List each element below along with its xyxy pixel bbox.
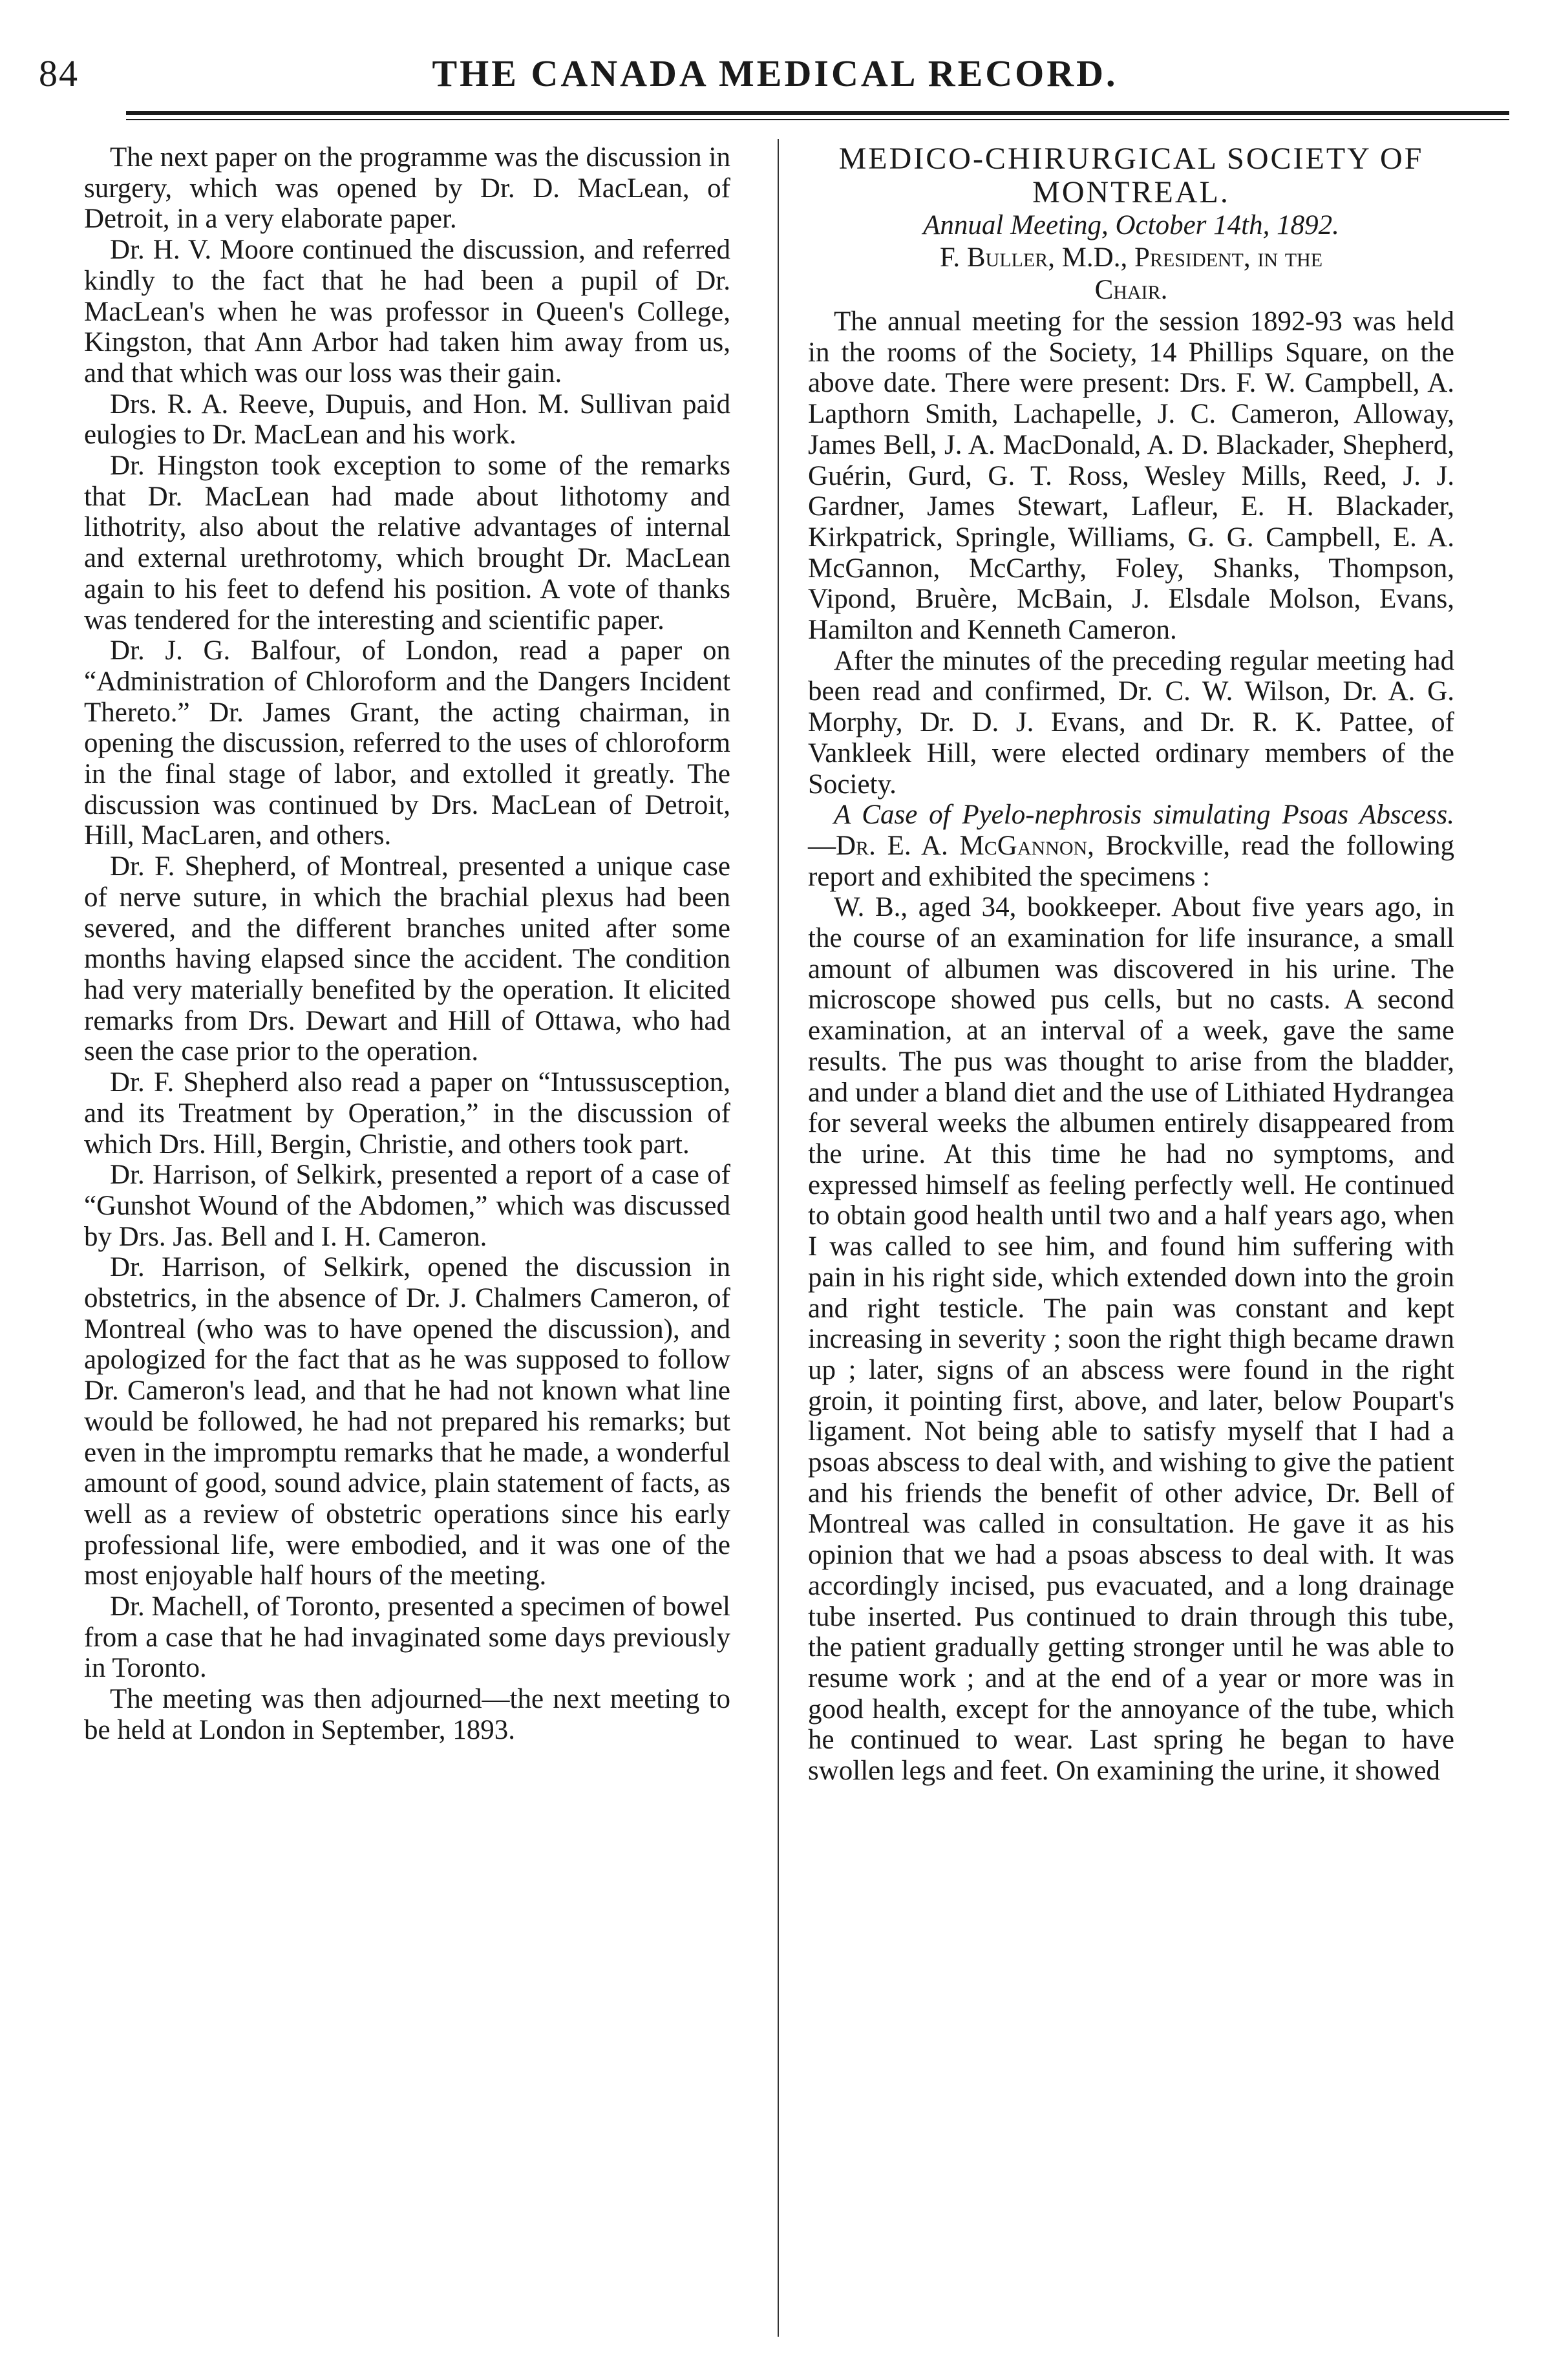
header-rule: [126, 111, 1509, 115]
paragraph: Drs. R. A. Reeve, Dupuis, and Hon. M. Sullivan paid eulogies to Dr. MacLean and his work.: [84, 388, 730, 451]
header-rule-thin: [126, 119, 1509, 120]
intro-paragraph: The annual meeting for the session 1892-93 was held in the rooms of the Society, 14 Phillips Square, on the above date. There were present: Drs. F. W. Campbell, A. Lapthorn Smith, Lachapelle, J. C. Cameron, Alloway, James Bell, J. A. MacDonald, A. D. Blackader, Shepherd, Guérin, Gurd, G. T. Ross, Wesley Mills, Reed, J. J. Gardner, James Stewart, Lafleur, E. H. Blackader, Kirkpatrick, Springle, Williams, G. G. Campbell, E. A. McGannon, McCarthy, Foley, Shanks, Thompson, Vipond, Bruère, McBain, J. Elsdale Molson, Evans, Hamilton and Kenneth Cameron.: [808, 306, 1454, 646]
paragraph: Dr. Machell, of Toronto, presented a specimen of bowel from a case that he had invaginated some days previously in Toronto.: [84, 1591, 730, 1684]
column-divider: [778, 139, 779, 2337]
minutes-paragraph: After the minutes of the preceding regular meeting had been read and confirmed, Dr. C. W. Wilson, Dr. A. G. Morphy, Dr. D. J. Evans, and Dr. R. K. Pattee, of Vankleek Hill, were elected ordinary members of the Society.: [808, 645, 1454, 800]
society-title-city: MONTREAL.: [1032, 175, 1230, 209]
case-report: W. B., aged 34, bookkeeper. About five years ago, in the course of an examination for life insurance, a small amount of albumen was discovered in his urine. The microscope showed pus cells, but no casts. A second examination, at an interval of a week, gave the same results. The pus was thought to arise from the bladder, and under a bland diet and the use of Lithiated Hydrangea for several weeks the albumen entirely disappeared from the urine. At this time he had no symptoms, and expressed himself as feeling perfectly well. He continued to obtain good health until two and a half years ago, when I was called to see him, and found him suffering with pain in his right side, which extended down into the groin and right testicle. The pain was constant and kept increasing in severity ; soon the right thigh became drawn up ; later, signs of an abscess were found in the right groin, it pointing first, above, and later, below Poupart's ligament. Not being able to satisfy myself that I had a psoas abscess to deal with, and wishing to give the patient and his friends the benefit of other advice, Dr. Bell of Montreal was called in consultation. He gave it as his opinion that we had a psoas abscess to deal with. It was accordingly incised, pus evacuated, and a long drainage tube inserted. Pus continued to drain through this tube, the patient gradually getting stronger until he was able to resume work ; and at the end of a year or more was in good health, except for the annoyance of the tube, which he continued to wear. Last spring he began to have swollen legs and feet. On examining the urine, it showed: [808, 892, 1454, 1787]
page-number: 84: [39, 52, 79, 94]
case-author: —Dr. E. A. McGannon,: [808, 830, 1094, 861]
paragraph: Dr. F. Shepherd, of Montreal, presented a unique case of nerve suture, in which the brachial plexus had been severed, and the different branches united after some months having elapsed since the accident. The condition had very materially benefited by the operation. It elicited remarks from Drs. Dewart and Hill of Ottawa, who had seen the case prior to the operation.: [84, 851, 730, 1067]
paragraph: Dr. Harrison, of Selkirk, opened the discussion in obstetrics, in the absence of Dr. J. Chalmers Cameron, of Montreal (who was to have opened the discussion), and apologized for the fact that as he was supposed to follow Dr. Cameron's lead, and that he had not known what line would be followed, he had not prepared his remarks; but even in the impromptu remarks that he made, a wonderful amount of good, sound advice, plain statement of facts, as well as a review of obstetric operations since his early professional life, were embodied, and it was one of the most enjoyable half hours of the meeting.: [84, 1252, 730, 1591]
case-title: A Case of Pyelo-nephrosis simulating Psoas Abscess.: [834, 800, 1454, 831]
case-intro: Brockville, read the following report and exhibited the specimens :: [808, 830, 1454, 892]
society-title: MEDICO-CHIRURGICAL SOCIETY OF: [838, 142, 1424, 176]
paragraph: The next paper on the programme was the discussion in surgery, which was opened by Dr. D. MacLean, of Detroit, in a very elaborate paper.: [84, 142, 730, 235]
case-heading: [808, 800, 1454, 892]
chair-line: F. Buller, M.D., President, in the: [939, 242, 1323, 273]
paragraph: Dr. F. Shepherd also read a paper on “Intussusception, and its Treatment by Operation,” in the discussion of which Drs. Hill, Bergin, Christie, and others took part.: [84, 1067, 730, 1160]
running-head: THE CANADA MEDICAL RECORD.: [432, 52, 1118, 94]
paragraph: Dr. Harrison, of Selkirk, presented a report of a case of “Gunshot Wound of the Abdomen,” which was discussed by Drs. Jas. Bell and I. H. Cameron.: [84, 1160, 730, 1252]
meeting-date: Annual Meeting, October 14th, 1892.: [923, 210, 1339, 240]
right-column: [808, 142, 1454, 1787]
paragraph: Dr. H. V. Moore continued the discussion, and referred kindly to the fact that he had been a pupil of Dr. MacLean's when he was professor in Queen's College, Kingston, that Ann Arbor had taken him away from us, and that which was our loss was their gain.: [84, 235, 730, 388]
chair-line-end: Chair.: [1094, 275, 1168, 305]
paragraph: The meeting was then adjourned—the next meeting to be held at London in September, 1893.: [84, 1684, 730, 1745]
paragraph: Dr. Hingston took exception to some of the remarks that Dr. MacLean had made about lithotomy and lithotrity, also about the relative advantages of internal and external urethrotomy, which brought Dr. MacLean again to his feet to defend his position. A vote of thanks was tendered for the interesting and scientific paper.: [84, 451, 730, 635]
paragraph: Dr. J. G. Balfour, of London, read a paper on “Administration of Chloroform and the Dangers Incident Thereto.” Dr. James Grant, the acting chairman, in opening the discussion, referred to the uses of chloroform in the final stage of labor, and extolled it greatly. The discussion was continued by Drs. MacLean of Detroit, Hill, MacLaren, and others.: [84, 635, 730, 851]
left-column: [84, 142, 730, 1746]
